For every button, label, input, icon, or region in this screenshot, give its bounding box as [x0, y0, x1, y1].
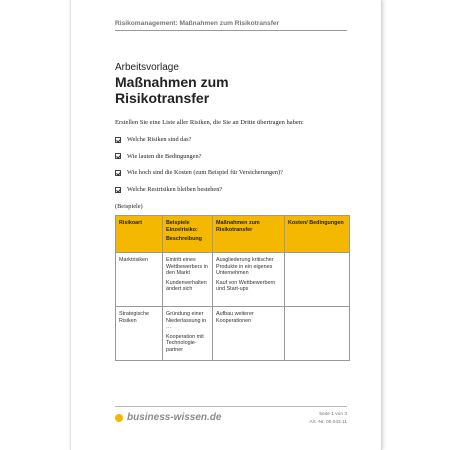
cell-risk-type	[116, 307, 163, 361]
title-line: Maßnahmen zum	[115, 74, 229, 90]
cell-line: Risiken	[119, 317, 137, 324]
header-line: Einzelrisiko:	[166, 226, 198, 233]
checkbox-checked-icon	[115, 153, 121, 159]
header-divider	[115, 30, 347, 31]
cell-line: Gründung einer	[166, 311, 204, 317]
cell-line: Produkte in ein eigenes	[216, 263, 273, 270]
document-page	[70, 0, 382, 450]
risk-transfer-table	[115, 215, 350, 361]
cell-line: Eintritt eines	[166, 257, 196, 263]
cell-line: Aufbau weiterer	[216, 311, 254, 317]
question-text: Wie lauten die Bedingungen?	[127, 152, 202, 160]
cell-cost	[285, 307, 350, 361]
question-item	[115, 186, 365, 203]
header-line: Beispiele	[166, 220, 190, 226]
brand-dot-icon	[115, 414, 123, 422]
cell-line: Kooperation mit	[166, 333, 204, 340]
example-note: (Beispiele)	[115, 203, 143, 210]
cell-line: partner	[166, 346, 184, 353]
checkbox-checked-icon	[115, 170, 121, 176]
cell-line: Kooperationen	[216, 317, 252, 324]
cell-line: Wettbewerbers in	[166, 263, 208, 270]
cell-risk-type: Marktrisiken	[116, 253, 163, 307]
checkbox-checked-icon	[115, 187, 121, 193]
cell-measure	[213, 307, 285, 361]
cell-line: Strategische	[119, 311, 149, 317]
cell-line: …	[166, 324, 172, 331]
question-item	[115, 153, 365, 170]
question-item	[115, 169, 365, 186]
article-number: Art.-Nr. 00.043.11	[309, 420, 347, 425]
cell-measure	[213, 253, 285, 307]
cell-line: Ausgliederung kritischer	[216, 257, 274, 263]
intro-text: Erstellen Sie eine Liste aller Risiken, die Sie an Dritte übertragen haben:	[115, 119, 304, 126]
question-text: Welche Restrisiken bleiben bestehen?	[127, 186, 223, 194]
header-costs: Kosten/ Bedingungen	[285, 216, 350, 253]
cell-line: den Markt	[166, 270, 190, 277]
cell-line: Kauf von Wettbewerbern	[216, 279, 276, 286]
cell-line: ändert sich	[166, 286, 193, 293]
brand-logo-text: business-wissen.de	[127, 412, 222, 423]
page-number: Seite 1 von 3	[318, 412, 347, 417]
header-line: Risikotransfer	[216, 226, 253, 233]
footer-divider	[115, 406, 347, 407]
cell-line: Niederlassung in	[166, 317, 207, 324]
header-line: Beschreibung	[166, 236, 202, 243]
title-line: Risikotransfer	[115, 90, 210, 106]
cell-example	[163, 253, 213, 307]
cell-line: Kundenverhalten	[166, 279, 207, 286]
table-header-row	[116, 216, 350, 253]
header-measures	[213, 216, 285, 253]
header-examples	[163, 216, 213, 253]
cell-line: und Start-ups	[216, 286, 249, 293]
header-risk-type: Risikoart	[116, 216, 163, 253]
table-row	[116, 307, 350, 361]
cell-cost	[285, 253, 350, 307]
document-title	[115, 74, 355, 106]
document-header: Risikomanagement: Maßnahmen zum Risikotransfer	[115, 20, 280, 27]
cell-example	[163, 307, 213, 361]
document-subtitle: Arbeitsvorlage	[115, 62, 179, 73]
question-item	[115, 136, 365, 153]
cell-line: Unternehmen	[216, 270, 249, 277]
question-list	[115, 136, 365, 203]
cell-line: Technologie-	[166, 340, 197, 347]
question-text: Welche Risiken sind das?	[127, 136, 192, 143]
question-text: Wie hoch sind die Kosten (zum Beispiel für Versicherungen)?	[127, 169, 283, 177]
table-row	[116, 253, 350, 307]
checkbox-checked-icon	[115, 137, 121, 143]
header-line: Maßnahmen zum	[216, 220, 260, 226]
